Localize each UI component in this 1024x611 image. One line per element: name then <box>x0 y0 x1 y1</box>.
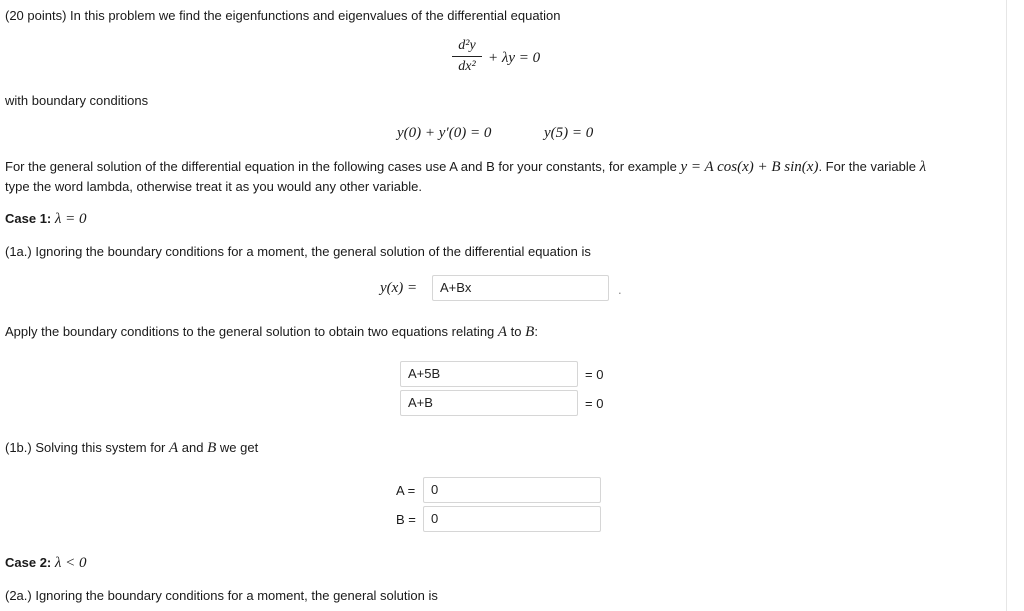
part-b-prefix: (1b.) Solving this system for <box>5 440 169 455</box>
fraction-numerator: d²y <box>458 38 476 53</box>
apply-to: to <box>507 324 526 339</box>
instructions-example-math: y = A cos(x) + B sin(x) <box>680 159 819 175</box>
boundary-equation-2-rhs: = 0 <box>585 396 604 411</box>
part-b-A: A <box>169 440 179 456</box>
case2-heading <box>5 555 87 572</box>
boundary-condition-2: y(5) = 0 <box>544 125 594 141</box>
boundary-equation-2-input[interactable]: A+B <box>400 390 578 416</box>
a-label: A = <box>396 483 416 498</box>
case1-part-a-text: (1a.) Ignoring the boundary conditions for a moment, the general solution of the differential equation is <box>5 244 591 259</box>
case1-heading-label: Case 1: <box>5 211 55 226</box>
b-label: B = <box>396 512 416 527</box>
case1-y-label: y(x) = <box>380 280 418 296</box>
instructions-line-2: type the word lambda, otherwise treat it as you would any other variable. <box>5 179 422 194</box>
case2-condition: λ < 0 <box>54 555 87 571</box>
apply-A: A <box>497 324 508 340</box>
case2-heading-label: Case 2: <box>5 555 55 570</box>
fraction-denominator: dx² <box>458 59 476 74</box>
instructions-lambda: λ <box>919 159 927 175</box>
instructions-line-1 <box>5 159 926 176</box>
boundary-condition-1: y(0) + y′(0) = 0 <box>397 125 492 141</box>
boundary-equation-1-input[interactable]: A+5B <box>400 361 578 387</box>
a-value-input[interactable]: 0 <box>423 477 601 503</box>
case2-part-a-text: (2a.) Ignoring the boundary conditions for a moment, the general solution is <box>5 588 438 603</box>
apply-colon: : <box>534 324 538 339</box>
boundary-label: with boundary conditions <box>5 93 149 108</box>
apply-prefix: Apply the boundary conditions to the general solution to obtain two equations relating <box>5 324 498 339</box>
b-value-input[interactable]: 0 <box>423 506 601 532</box>
period: . <box>618 282 622 297</box>
boundary-equation-1-rhs: = 0 <box>585 367 604 382</box>
apply-B: B <box>525 324 535 340</box>
case1-part-b-text <box>5 440 258 457</box>
case1-condition: λ = 0 <box>54 211 87 227</box>
part-b-B: B <box>207 440 217 456</box>
fraction-bar <box>452 56 482 57</box>
general-solution-input[interactable]: A+Bx <box>432 275 609 301</box>
instructions-mid: . For the variable <box>818 159 920 174</box>
intro-text: (20 points) In this problem we find the eigenfunctions and eigenvalues of the differential equation <box>5 8 561 23</box>
part-b-and: and <box>178 440 208 455</box>
case1-heading <box>5 211 87 228</box>
apply-text <box>5 324 538 341</box>
part-b-suffix: we get <box>216 440 259 455</box>
instructions-prefix: For the general solution of the differential equation in the following cases use A and B for your constants, for example <box>5 159 681 174</box>
equation-rest: + λy = 0 <box>488 50 541 66</box>
derivative-fraction <box>452 38 482 75</box>
